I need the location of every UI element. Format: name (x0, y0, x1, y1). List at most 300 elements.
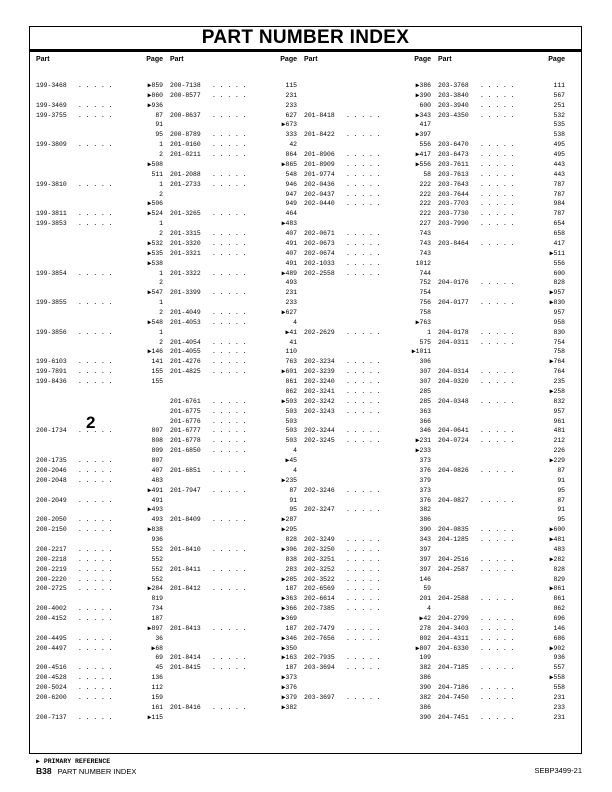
page-ref: 743 (419, 230, 431, 238)
index-row (298, 496, 433, 506)
index-row (298, 357, 433, 367)
index-row (164, 466, 299, 476)
index-row (164, 278, 299, 288)
part-number: 204-0314 (438, 368, 469, 376)
part-number: 201-6850 (170, 447, 201, 455)
part-number: 201-8415 (170, 664, 201, 672)
page-ref: 382 (419, 693, 431, 701)
index-row (30, 575, 165, 585)
index-row (432, 426, 567, 436)
part-number: 201-8414 (170, 654, 201, 662)
index-row (298, 308, 433, 318)
part-number: 202-3243 (304, 407, 335, 415)
index-row (298, 347, 433, 357)
index-row (164, 634, 299, 644)
page-ref: ▶45 (285, 457, 297, 465)
part-number: 201-3321 (170, 249, 201, 257)
index-row (164, 150, 299, 160)
page-ref: 2 (159, 230, 163, 238)
leader-dots: . . . . . (480, 190, 515, 198)
page-ref: 556 (553, 259, 565, 267)
page-ref: ▶897 (147, 624, 163, 632)
leader-dots: . . . . . (212, 309, 247, 316)
page-ref: 809 (151, 447, 163, 455)
leader-dots: . . . . . (480, 555, 515, 563)
page-ref: ▶491 (147, 486, 163, 494)
part-number: 200-1735 (36, 457, 67, 465)
page-ref: 233 (285, 299, 297, 307)
page-ref: ▶295 (281, 526, 297, 534)
index-row (432, 328, 567, 338)
leader-dots: . . . . . (346, 506, 381, 514)
index-row (30, 308, 165, 318)
page-ref: 376 (419, 496, 431, 504)
footer-title: PART NUMBER INDEX (57, 767, 137, 776)
part-number: 199-3469 (36, 101, 67, 109)
part-number: 202-7656 (304, 634, 335, 642)
index-row (432, 209, 567, 219)
page-label: B38 (36, 766, 52, 776)
leader-dots: . . . . . (212, 664, 247, 672)
index-row (164, 505, 299, 515)
part-number: 203-7990 (438, 220, 469, 228)
column-header-4 (432, 56, 567, 66)
page-ref: 91 (155, 121, 163, 129)
part-number: 201-8411 (170, 565, 201, 573)
leader-dots: . . . . . (346, 634, 381, 642)
part-number: 204-0724 (438, 437, 469, 445)
page-ref: ▶306 (281, 545, 297, 553)
part-number: 199-7891 (36, 368, 67, 376)
index-row (432, 219, 567, 229)
index-row (164, 357, 299, 367)
index-row (298, 170, 433, 180)
legend-text: PRIMARY REFERENCE (43, 758, 111, 765)
leader-dots: . . . . . (480, 299, 515, 307)
leader-dots: . . . . . (480, 713, 515, 721)
leader-dots: . . . . . (212, 111, 247, 119)
page-ref: ▶346 (281, 634, 297, 642)
index-row (30, 318, 165, 328)
part-number: 204-0641 (438, 427, 469, 435)
leader-dots: . . . . . (212, 269, 247, 277)
part-number: 204-0177 (438, 299, 469, 307)
index-row (298, 653, 433, 663)
part-number: 202-3244 (304, 427, 335, 435)
index-row (30, 180, 165, 190)
leader-dots: . . . . . (212, 239, 247, 247)
index-row (30, 683, 165, 693)
part-number: 203-6470 (438, 141, 469, 149)
part-number: 199-8436 (36, 378, 67, 386)
part-number: 202-3247 (304, 506, 335, 514)
leader-dots: . . . . . (346, 407, 381, 415)
index-row (432, 505, 567, 515)
page-ref: 787 (553, 180, 565, 188)
part-number: 203-4350 (438, 111, 469, 119)
leader-dots: . . . . . (78, 713, 113, 721)
index-row (298, 417, 433, 427)
part-number: 204-0348 (438, 397, 469, 405)
leader-dots: . . . . . (480, 141, 515, 149)
page-ref: 829 (553, 575, 565, 583)
index-row (164, 535, 299, 545)
page-ref: 503 (285, 427, 297, 435)
leader-dots: . . . . . (212, 338, 247, 346)
index-row (432, 269, 567, 279)
part-number: 204-0320 (438, 378, 469, 386)
index-row (298, 624, 433, 634)
page-ref: 222 (419, 200, 431, 208)
page-ref: 464 (285, 210, 297, 218)
page-ref: 949 (285, 200, 297, 208)
part-number: 204-2799 (438, 614, 469, 622)
index-row (432, 466, 567, 476)
page-ref: ▶285 (281, 575, 297, 583)
page-ref: 307 (419, 368, 431, 376)
part-number: 204-0311 (438, 338, 469, 346)
page-ref: 397 (419, 555, 431, 563)
leader-dots: . . . . . (480, 397, 515, 405)
part-number: 201-8413 (170, 624, 201, 632)
page-ref: 45 (155, 664, 163, 672)
part-number: 204-0826 (438, 466, 469, 474)
part-number: 202-6569 (304, 585, 335, 593)
leader-dots: . . . . . (78, 378, 113, 386)
page-ref: ▶376 (281, 684, 297, 692)
part-number: 204-6330 (438, 644, 469, 652)
leader-dots: . . . . . (346, 624, 381, 632)
part-number: 202-0673 (304, 239, 335, 247)
page-ref: 558 (553, 684, 565, 692)
leader-dots: . . . . . (78, 299, 113, 307)
part-number: 203-7611 (438, 160, 469, 168)
leader-dots: . . . . . (480, 466, 515, 474)
index-row (432, 318, 567, 328)
part-number: 202-3234 (304, 358, 335, 366)
leader-dots: . . . . . (480, 536, 515, 544)
part-number: 200-2049 (36, 496, 67, 504)
index-row (298, 644, 433, 654)
leader-dots: . . . . . (78, 664, 113, 672)
leader-dots: . . . . . (346, 111, 381, 119)
index-row (30, 229, 165, 239)
index-row (298, 239, 433, 249)
index-row (30, 713, 165, 723)
part-number: 202-1033 (304, 259, 335, 267)
leader-dots: . . . . . (480, 614, 515, 622)
leader-dots: . . . . . (346, 378, 381, 386)
index-row (164, 140, 299, 150)
page-ref: 283 (285, 565, 297, 573)
index-row (30, 101, 165, 111)
page-ref: ▶673 (281, 121, 297, 129)
page-ref: 787 (553, 190, 565, 198)
page-ref: 146 (553, 624, 565, 632)
part-number: 202-0440 (304, 200, 335, 208)
index-row (164, 683, 299, 693)
index-row (164, 545, 299, 555)
leader-dots: . . . . . (212, 318, 247, 326)
page-ref: 386 (419, 703, 431, 711)
leader-dots: . . . . . (78, 693, 113, 701)
page-ref: 382 (419, 664, 431, 672)
leader-dots: . . . . . (212, 565, 247, 573)
leader-dots: . . . . . (480, 496, 515, 504)
page-ref: 363 (419, 407, 431, 415)
leader-dots: . . . . . (78, 220, 113, 228)
page-ref: 552 (151, 565, 163, 573)
index-row (164, 308, 299, 318)
page-ref: ▶558 (549, 674, 565, 682)
page-ref: 231 (553, 693, 565, 701)
page-ref: 491 (285, 239, 297, 247)
part-number: 204-7451 (438, 713, 469, 721)
index-row (30, 259, 165, 269)
index-row (164, 515, 299, 525)
index-row (298, 673, 433, 683)
index-row (298, 466, 433, 476)
part-number: 201-8416 (170, 703, 201, 711)
page-ref: ▶235 (281, 476, 297, 484)
page-ref: 58 (423, 170, 431, 178)
page-ref: ▶830 (549, 299, 565, 307)
page-ref: ▶506 (147, 200, 163, 208)
index-row (432, 456, 567, 466)
index-row (164, 160, 299, 170)
page-ref: 552 (151, 555, 163, 563)
leader-dots: . . . . . (212, 348, 247, 356)
page-ref: 155 (151, 368, 163, 376)
index-row (164, 180, 299, 190)
index-row (432, 407, 567, 417)
index-row (298, 713, 433, 723)
index-row (164, 387, 299, 397)
part-number: 204-4311 (438, 634, 469, 642)
leader-dots: . . . . . (78, 496, 113, 504)
index-row (298, 703, 433, 713)
page-ref: 503 (285, 437, 297, 445)
index-row (298, 594, 433, 604)
index-row (432, 101, 567, 111)
page-ref: 407 (151, 466, 163, 474)
part-number: 201-3320 (170, 239, 201, 247)
page-ref: ▶763 (415, 318, 431, 326)
part-number: 201-3399 (170, 289, 201, 297)
index-row (164, 584, 299, 594)
leader-dots: . . . . . (346, 654, 381, 662)
page-ref: ▶229 (549, 457, 565, 465)
index-row (30, 565, 165, 575)
page-ref: ▶233 (415, 447, 431, 455)
leader-dots: . . . . . (346, 200, 381, 208)
page-ref: 379 (419, 476, 431, 484)
page-ref: 36 (155, 634, 163, 642)
index-row (164, 644, 299, 654)
page-ref: ▶902 (549, 644, 565, 652)
leader-dots: . . . . . (78, 644, 113, 652)
page-ref: ▶481 (549, 536, 565, 544)
leader-dots: . . . . . (346, 397, 381, 405)
page-ref: 532 (553, 111, 565, 119)
part-number: 204-7186 (438, 684, 469, 692)
leader-dots: . . . . . (78, 585, 113, 593)
index-row (164, 219, 299, 229)
index-row (30, 644, 165, 654)
page-ref: 491 (285, 259, 297, 267)
index-row (298, 604, 433, 614)
page-ref: 535 (553, 121, 565, 129)
page-ref: 4 (427, 605, 431, 613)
part-number: 204-7450 (438, 693, 469, 701)
page-ref: 407 (285, 249, 297, 257)
page-ref: 734 (151, 605, 163, 613)
index-row (298, 81, 433, 91)
leader-dots: . . . . . (346, 180, 381, 188)
page-ref: ▶957 (549, 289, 565, 297)
index-row (30, 456, 165, 466)
page-ref: 306 (419, 358, 431, 366)
part-number: 202-3245 (304, 437, 335, 445)
index-row (30, 338, 165, 348)
leader-dots: . . . . . (212, 654, 247, 662)
index-row (432, 634, 567, 644)
page-ref: 1 (159, 328, 163, 336)
index-row (30, 446, 165, 456)
leader-dots: . . . . . (346, 545, 381, 553)
page-ref: 226 (553, 447, 565, 455)
part-number: 201-0160 (170, 141, 201, 149)
page-ref: 538 (553, 131, 565, 139)
page-ref: 495 (553, 151, 565, 159)
index-row (30, 436, 165, 446)
index-row (298, 505, 433, 515)
page-ref: ▶838 (147, 526, 163, 534)
page-ref: 491 (151, 496, 163, 504)
leader-dots: . . . . . (78, 634, 113, 642)
page-ref: 201 (419, 595, 431, 603)
leader-dots: . . . . . (480, 220, 515, 228)
leader-dots: . . . . . (212, 151, 247, 159)
page-ref: 109 (419, 654, 431, 662)
index-row (432, 170, 567, 180)
part-number: 200-2219 (36, 565, 67, 573)
index-row (30, 476, 165, 486)
index-row (30, 269, 165, 279)
leader-dots: . . . . . (346, 664, 381, 672)
index-row (298, 150, 433, 160)
index-row (432, 703, 567, 713)
page-ref: 1 (427, 328, 431, 336)
leader-dots: . . . . . (78, 684, 113, 692)
part-number: 202-0674 (304, 249, 335, 257)
page-ref: 511 (151, 170, 163, 178)
page-ref: 862 (285, 387, 297, 395)
index-row (432, 278, 567, 288)
page-ref: ▶600 (549, 526, 565, 534)
index-row (30, 653, 165, 663)
index-row (432, 575, 567, 585)
page-ref: 862 (553, 605, 565, 613)
page-ref: 861 (553, 595, 565, 603)
leader-dots: . . . . . (346, 387, 381, 395)
page-ref: ▶390 (415, 91, 431, 99)
part-number: 202-2629 (304, 328, 335, 336)
part-number: 203-6473 (438, 151, 469, 159)
part-number: 203-7703 (438, 200, 469, 208)
part-number: 200-2048 (36, 476, 67, 484)
index-row (164, 693, 299, 703)
page-ref: 390 (419, 526, 431, 534)
leader-dots: . . . . . (346, 555, 381, 563)
index-row (30, 496, 165, 506)
part-number: 203-7644 (438, 190, 469, 198)
index-row (432, 130, 567, 140)
index-row (164, 653, 299, 663)
part-number: 204-0827 (438, 496, 469, 504)
page-ref: ▶861 (549, 585, 565, 593)
leader-dots: . . . . . (78, 614, 113, 622)
part-number: 199-3810 (36, 180, 67, 188)
leader-dots: . . . . . (78, 427, 113, 435)
page-ref: 231 (285, 91, 297, 99)
page-ref: 346 (419, 427, 431, 435)
page-ref: 87 (557, 496, 565, 504)
index-row (298, 328, 433, 338)
leader-dots: . . . . . (212, 82, 247, 89)
page-ref: 481 (553, 427, 565, 435)
page-ref: 4 (293, 318, 297, 326)
index-row (164, 417, 299, 427)
index-row (298, 525, 433, 535)
part-number: 203-7643 (438, 180, 469, 188)
index-row (432, 239, 567, 249)
leader-dots: . . . . . (78, 575, 113, 583)
index-row (30, 387, 165, 397)
page-ref: 556 (419, 141, 431, 149)
index-row (298, 407, 433, 417)
leader-dots: . . . . . (480, 338, 515, 346)
page-ref: 686 (553, 634, 565, 642)
index-row (164, 565, 299, 575)
page-ref: ▶284 (147, 585, 163, 593)
index-row (432, 545, 567, 555)
index-row (298, 476, 433, 486)
index-row (30, 525, 165, 535)
index-row (164, 199, 299, 209)
index-row (298, 555, 433, 565)
part-header: Part (170, 56, 184, 63)
index-row (298, 130, 433, 140)
page-ref: 407 (285, 230, 297, 238)
index-row (164, 91, 299, 101)
index-row (432, 584, 567, 594)
part-header: Part (304, 56, 318, 63)
part-number: 200-2046 (36, 466, 67, 474)
leader-dots: . . . . . (480, 526, 515, 534)
leader-dots: . . . . . (480, 279, 515, 287)
leader-dots: . . . . . (346, 239, 381, 247)
page-ref: 627 (285, 111, 297, 119)
part-number: 204-0178 (438, 328, 469, 336)
index-row (30, 515, 165, 525)
index-row (298, 288, 433, 298)
index-row (30, 634, 165, 644)
page-ref: 758 (553, 348, 565, 356)
leader-dots: . . . . . (212, 170, 247, 178)
index-row (298, 101, 433, 111)
part-number: 204-3403 (438, 624, 469, 632)
